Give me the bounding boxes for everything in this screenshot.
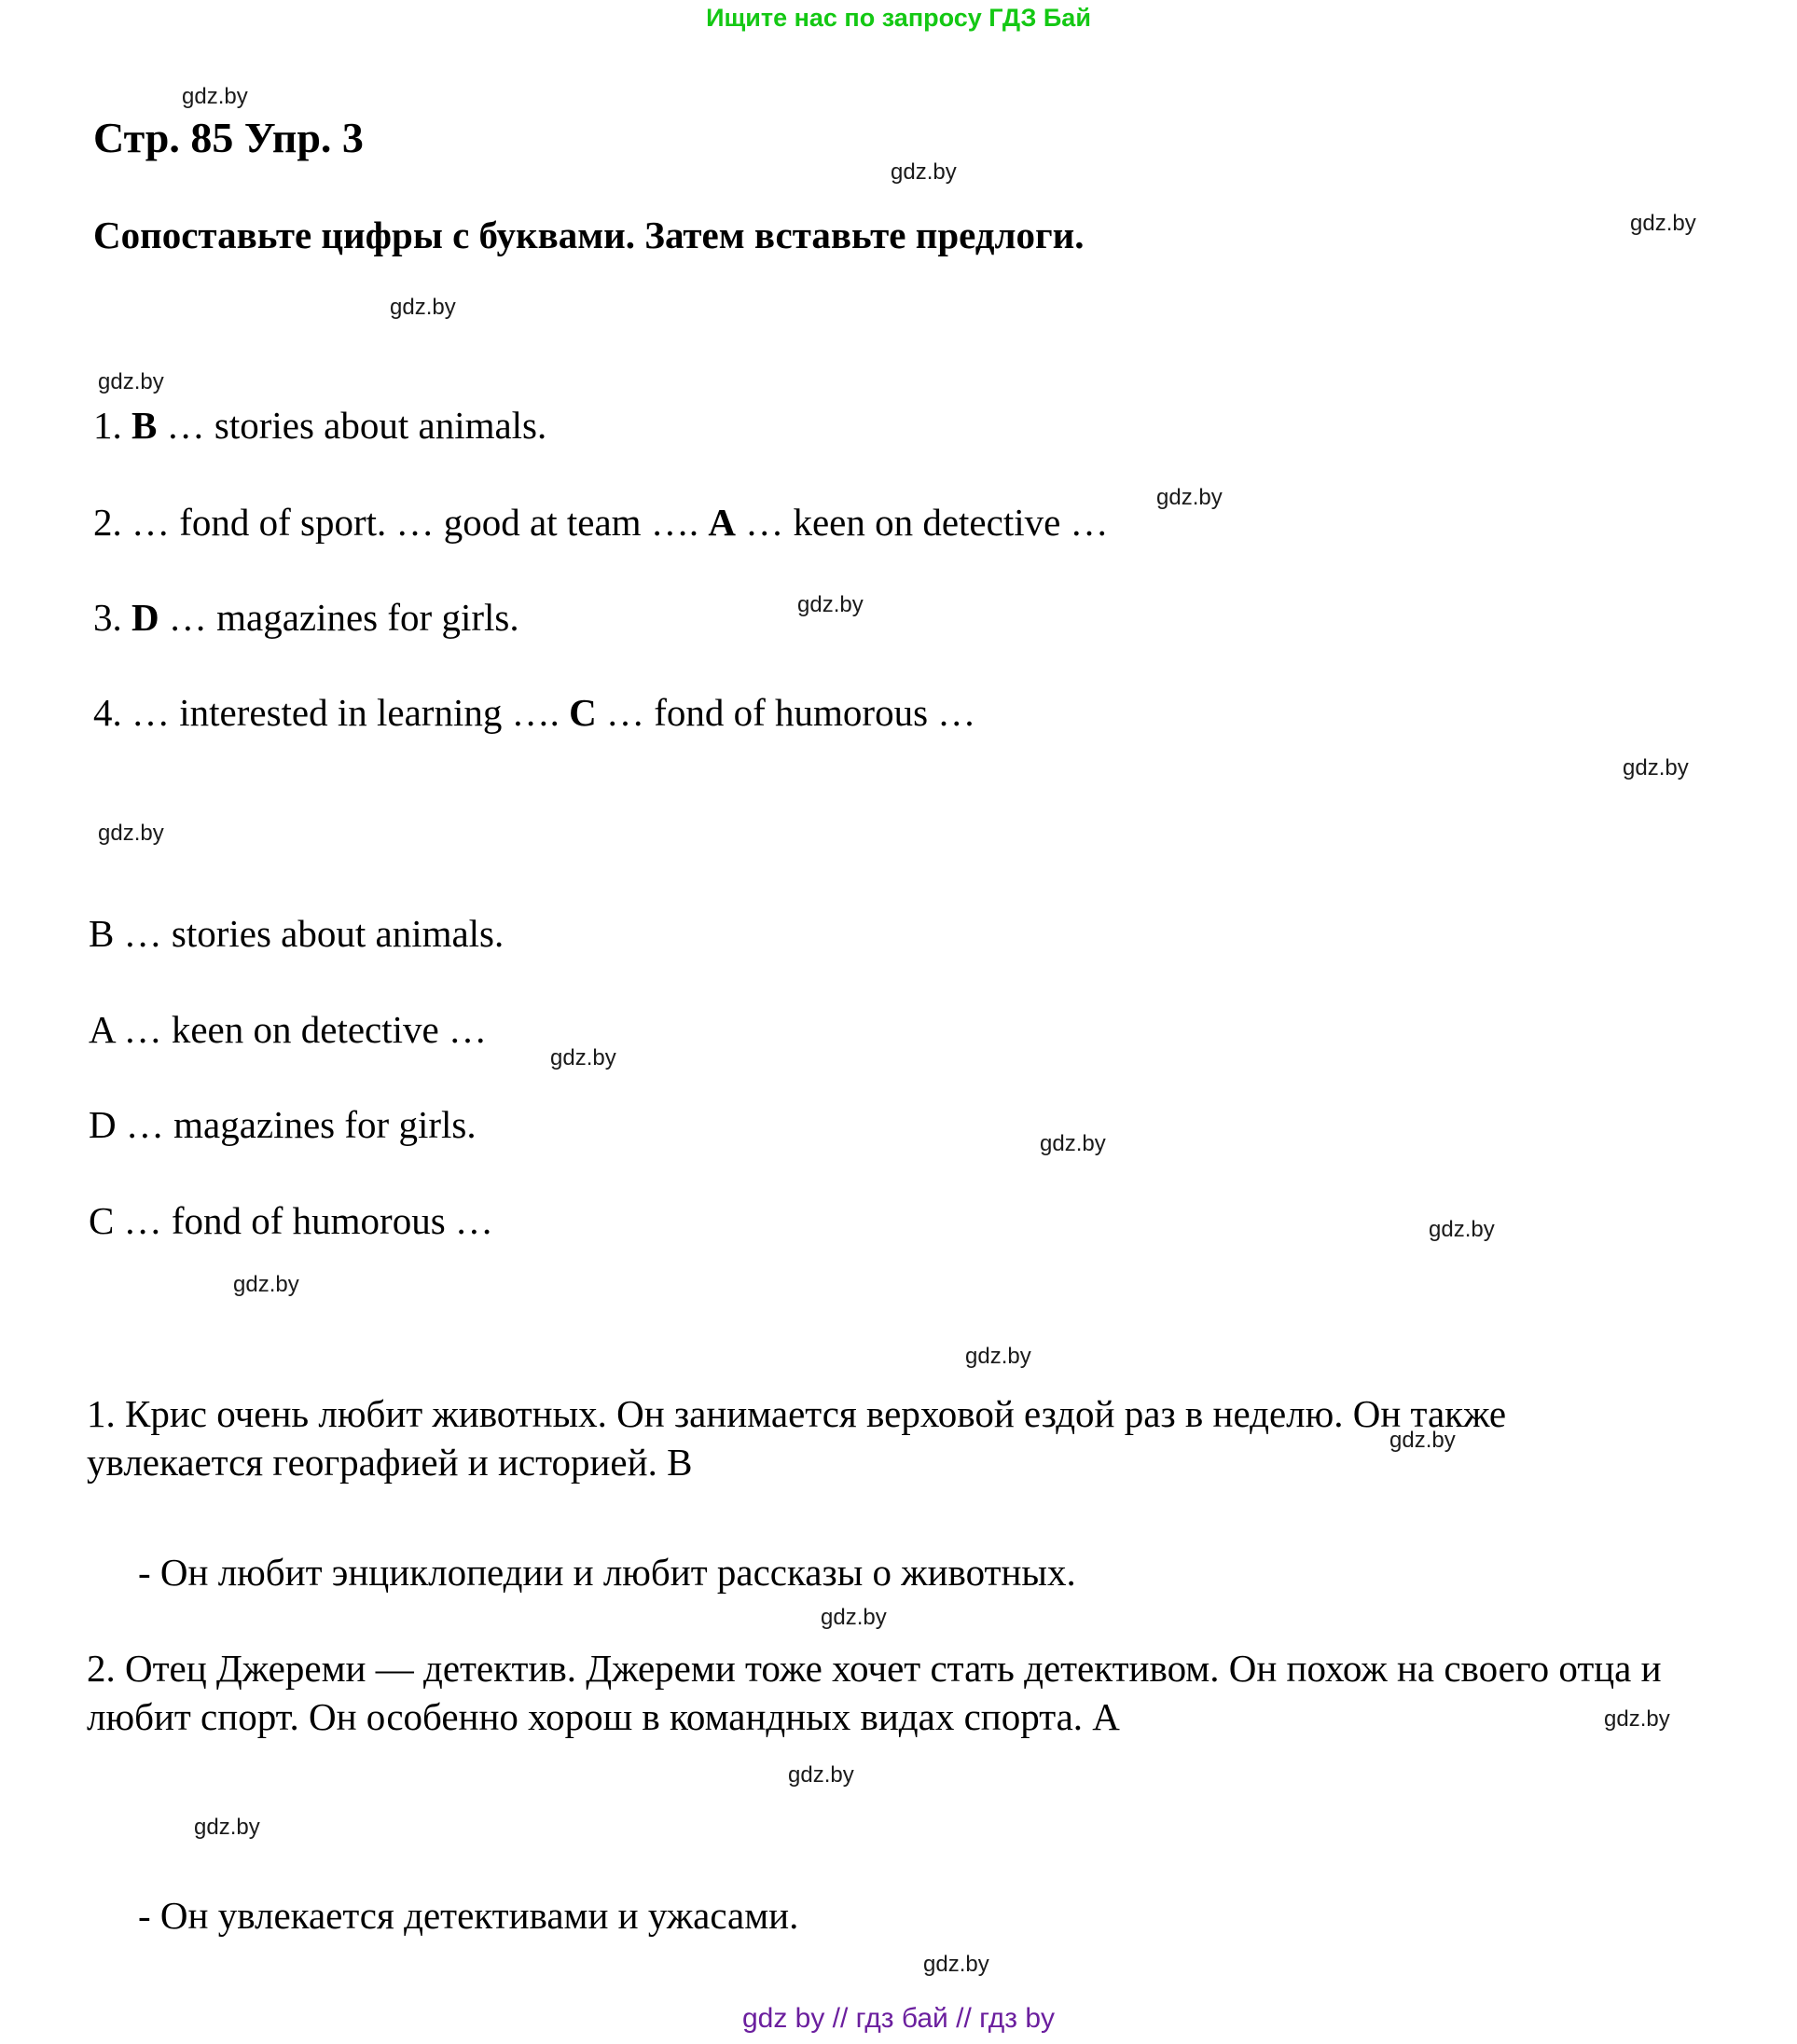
item-number: 2. [93,501,122,544]
item-text-pre: … interested in learning …. [131,691,560,734]
numbered-item [93,688,975,737]
item-letter: D [131,596,159,639]
watermark: gdz.by [550,1045,616,1070]
watermark: gdz.by [233,1272,299,1297]
answer-bullet: - Он увлекается детективами и ужасами. [138,1894,799,1937]
watermark: gdz.by [788,1762,854,1788]
answer-bullet: - Он любит энциклопедии и любит рассказы о животных. [138,1551,1076,1594]
lettered-item [89,1100,477,1149]
watermark: gdz.by [98,369,164,394]
watermark: gdz.by [821,1605,887,1630]
item-text: … stories about animals. [166,404,547,447]
promo-banner: Ищите нас по запросу ГДЗ Бай [706,4,1091,32]
watermark: gdz.by [194,1815,260,1840]
task-instruction: Сопоставьте цифры с буквами. Затем вставьте предлоги. [93,214,1085,256]
option-text: … keen on detective … [123,1008,487,1051]
item-number: 3. [93,596,122,639]
item-text: … fond of humorous … [605,691,976,734]
numbered-item [93,401,546,449]
option-text: … magazines for girls. [125,1103,477,1146]
watermark: gdz.by [98,821,164,846]
item-letter: A [708,501,736,544]
watermark: gdz.by [1040,1131,1106,1156]
answer-paragraph: 2. Отец Джереми — детектив. Джереми тоже хочет стать детективом. Он похож на своего отца и любит спорт. Он особенно хорош в командных видах спорта. A [87,1647,1662,1739]
answer-paragraph: 1. Крис очень любит животных. Он занимается верховой ездой раз в неделю. Он также увлекается географией и историей. В [87,1392,1507,1485]
option-letter: D [89,1103,117,1146]
item-text: … keen on detective … [745,501,1109,544]
lettered-item [89,1005,487,1054]
watermark: gdz.by [1604,1706,1670,1732]
item-number: 1. [93,404,122,447]
watermark: gdz.by [390,295,456,320]
lettered-item [89,909,504,958]
option-letter: B [89,912,115,955]
watermark: gdz.by [923,1952,989,1977]
watermark: gdz.by [965,1344,1031,1369]
numbered-item [93,498,1109,546]
footer-links: gdz by // гдз бай // гдз by [741,2003,1056,2034]
watermark: gdz.by [182,84,248,109]
watermark: gdz.by [1389,1428,1456,1453]
watermark: gdz.by [797,592,864,617]
watermark: gdz.by [1429,1217,1495,1242]
page-title: Стр. 85 Упр. 3 [93,114,364,161]
watermark: gdz.by [1623,755,1689,780]
watermark: gdz.by [1156,485,1223,510]
option-text: … stories about animals. [123,912,505,955]
watermark: gdz.by [1630,211,1696,236]
watermark: gdz.by [891,159,957,185]
item-text: … magazines for girls. [168,596,519,639]
option-letter: C [89,1199,115,1242]
option-letter: A [89,1008,115,1051]
item-letter: B [131,404,158,447]
item-number: 4. [93,691,122,734]
option-text: … fond of humorous … [123,1199,493,1242]
lettered-item [89,1196,493,1245]
numbered-item [93,593,519,642]
item-letter: C [569,691,597,734]
item-text-pre: … fond of sport. … good at team …. [131,501,699,544]
